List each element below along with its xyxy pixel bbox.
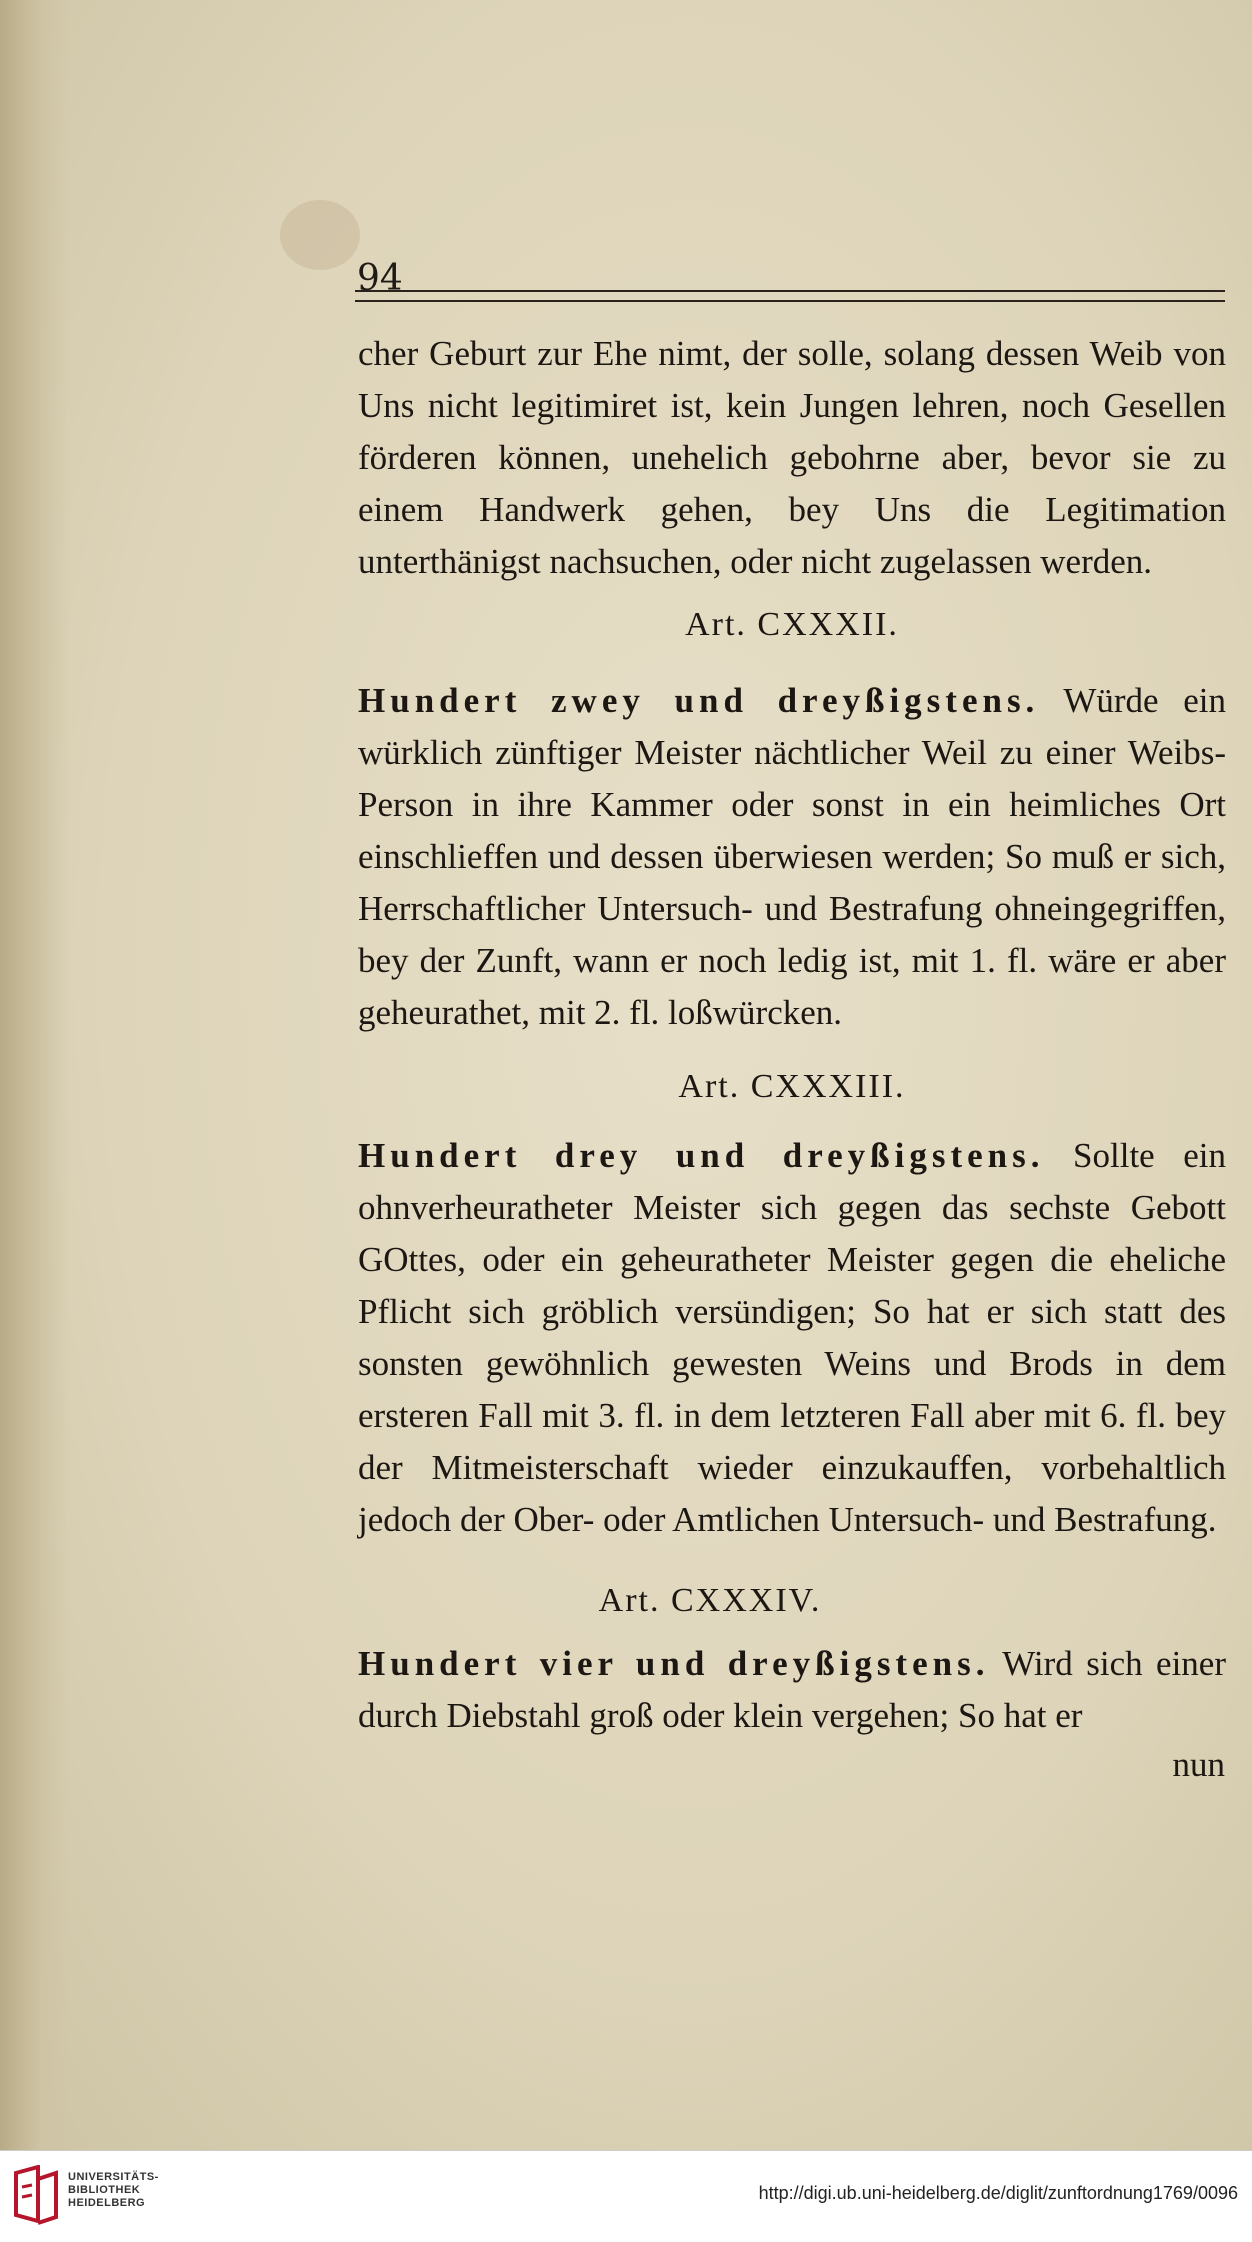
book-spine-shadow <box>0 0 70 2150</box>
paragraph-body: Wird sich einer durch Diebstahl groß oder klein vergehen; So hat er <box>358 1644 1227 1735</box>
paragraph-lead: Hundert vier und dreyßigstens. <box>358 1644 990 1683</box>
university-library-logo-icon[interactable] <box>12 2165 60 2225</box>
viewer-footer <box>0 2150 1252 2242</box>
library-name-line1: UNIVERSITÄTS- <box>68 2171 159 2183</box>
library-name-line3: HEIDELBERG <box>68 2197 146 2209</box>
paragraph-continuation: cher Geburt zur Ehe nimt, der solle, solang dessen Weib von Uns nicht legitimiret ist, kein Jungen lehren, noch Gesellen förderen können, unehelich gebohrne aber, bevor sie zu einem Handwerk gehen, bey Uns die Legitimation unterthänigst nachsuchen, oder nicht zugelassen werden. <box>358 334 1226 581</box>
paragraph-article-cxxxiii <box>358 1130 1226 1546</box>
library-name-line2: BIBLIOTHEK <box>68 2184 141 2196</box>
article-heading-cxxxiii: Art. CXXXIII. <box>678 1068 906 1105</box>
paragraph-body: Sollte ein ohnverheuratheter Meister sich gegen das sechste Gebott GOttes, oder ein geheuratheter Meister gegen die eheliche Pflicht sich gröblich versündigen; So hat er sich statt des sonsten gewöhnlich gewesten Weins und Brods in dem ersteren Fall mit 3. fl. in dem letzteren Fall aber mit 6. fl. bey der Mitmeisterschaft wieder einzukauffen, vorbehaltlich jedoch der Ober- oder Amtlichen Untersuch- und Bestrafung. <box>358 1136 1227 1539</box>
paragraph-lead: Hundert drey und dreyßigstens. <box>358 1136 1045 1175</box>
paper-stain <box>280 200 360 270</box>
paragraph-article-cxxxii <box>358 675 1226 1039</box>
page-number: 94 <box>357 258 403 299</box>
library-name <box>68 2171 159 2210</box>
header-rule <box>355 290 1225 302</box>
paragraph-body: Würde ein würklich zünftiger Meister nächtlicher Weil zu einer Weibs-Person in ihre Kammer oder sonst in ein heimliches Ort einschlieffen und dessen überwiesen werden; So muß er sich, Herrschaftlicher Untersuch- und Bestrafung ohneingegriffen, bey der Zunft, wann er noch ledig ist, mit 1. fl. wäre er aber geheurathet, mit 2. fl. loßwürcken. <box>358 681 1226 1032</box>
article-heading-cxxxii: Art. CXXXII. <box>685 606 899 643</box>
article-heading-cxxxiv: Art. CXXXIV. <box>598 1582 822 1619</box>
permalink-url[interactable]: http://digi.ub.uni-heidelberg.de/diglit/zunftordnung1769/0096 <box>758 2183 1238 2203</box>
paragraph-lead: Hundert zwey und dreyßigstens. <box>358 681 1040 720</box>
catchword: nun <box>1172 1745 1225 1784</box>
paragraph-article-cxxxiv <box>358 1638 1226 1742</box>
